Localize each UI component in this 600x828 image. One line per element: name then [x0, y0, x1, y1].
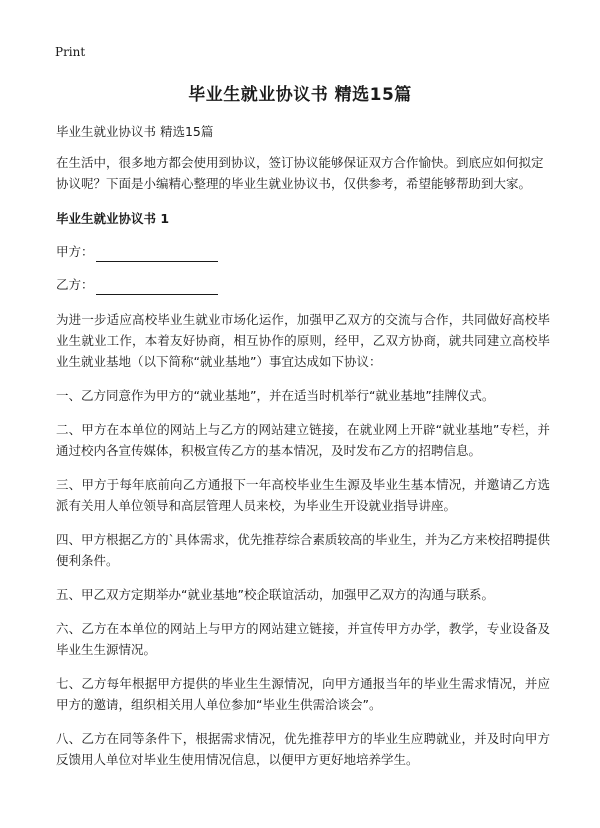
print-link[interactable]: Print — [55, 45, 86, 59]
intro-paragraph: 在生活中，很多地方都会使用到协议，签订协议能够保证双方合作愉快。到底应如何拟定协议呢？下面是小编精心整理的毕业生就业协议书，仅供参考，希望能够帮助到大家。 — [56, 155, 544, 191]
clause-6: 六、乙方在本单位的网站上与甲方的网站建立链接，并宣传甲方办学，教学，专业设备及毕业生生源情况。 — [56, 621, 550, 657]
document-body — [56, 121, 550, 783]
party-a-blank-line — [96, 247, 218, 262]
section-heading: 毕业生就业协议书 1 — [56, 211, 170, 226]
clause-2: 二、甲方在本单位的网站上与乙方的网站建立链接，在就业网上开辟“就业基地”专栏，并通过校内各宣传媒体，积极宣传乙方的基本情况，及时发布乙方的招聘信息。 — [56, 422, 550, 458]
clause-3: 三、甲方于每年底前向乙方通报下一年高校毕业生生源及毕业生基本情况，并邀请乙方选派有关用人单位领导和高层管理人员来校，为毕业生开设就业指导讲座。 — [56, 477, 550, 513]
clause-5: 五、甲乙双方定期举办“就业基地”校企联谊活动，加强甲乙双方的沟通与联系。 — [56, 587, 494, 602]
party-a-row — [56, 241, 550, 262]
clause-7: 七、乙方每年根据甲方提供的毕业生生源情况，向甲方通报当年的毕业生需求情况，并应甲方的邀请，组织相关用人单位参加“毕业生供需洽谈会”。 — [56, 676, 550, 712]
party-b-row — [56, 274, 550, 295]
agreement-paragraph: 为进一步适应高校毕业生就业市场化运作，加强甲乙双方的交流与合作，共同做好高校毕业生就业工作，本着友好协商，相互协作的原则，经甲，乙双方协商，就共同建立高校毕业生就业基地（以下简称“就业基地”）事宜达成如下协议： — [56, 312, 550, 369]
page-title: 毕业生就业协议书 精选15篇 — [188, 85, 412, 105]
party-a-label: 甲方： — [56, 244, 94, 259]
clause-8: 八、乙方在同等条件下，根据需求情况，优先推荐甲方的毕业生应聘就业，并及时向甲方反馈用人单位对毕业生使用情况信息，以便甲方更好地培养学生。 — [56, 731, 550, 767]
clause-1: 一、乙方同意作为甲方的“就业基地”，并在适当时机举行“就业基地”挂牌仪式。 — [56, 388, 495, 403]
party-b-label: 乙方： — [56, 277, 94, 292]
document-subtitle: 毕业生就业协议书 精选15篇 — [56, 124, 214, 139]
party-b-blank-line — [96, 280, 218, 295]
clause-4: 四、甲方根据乙方的`具体需求，优先推荐综合素质较高的毕业生，并为乙方来校招聘提供便利条件。 — [56, 532, 550, 568]
